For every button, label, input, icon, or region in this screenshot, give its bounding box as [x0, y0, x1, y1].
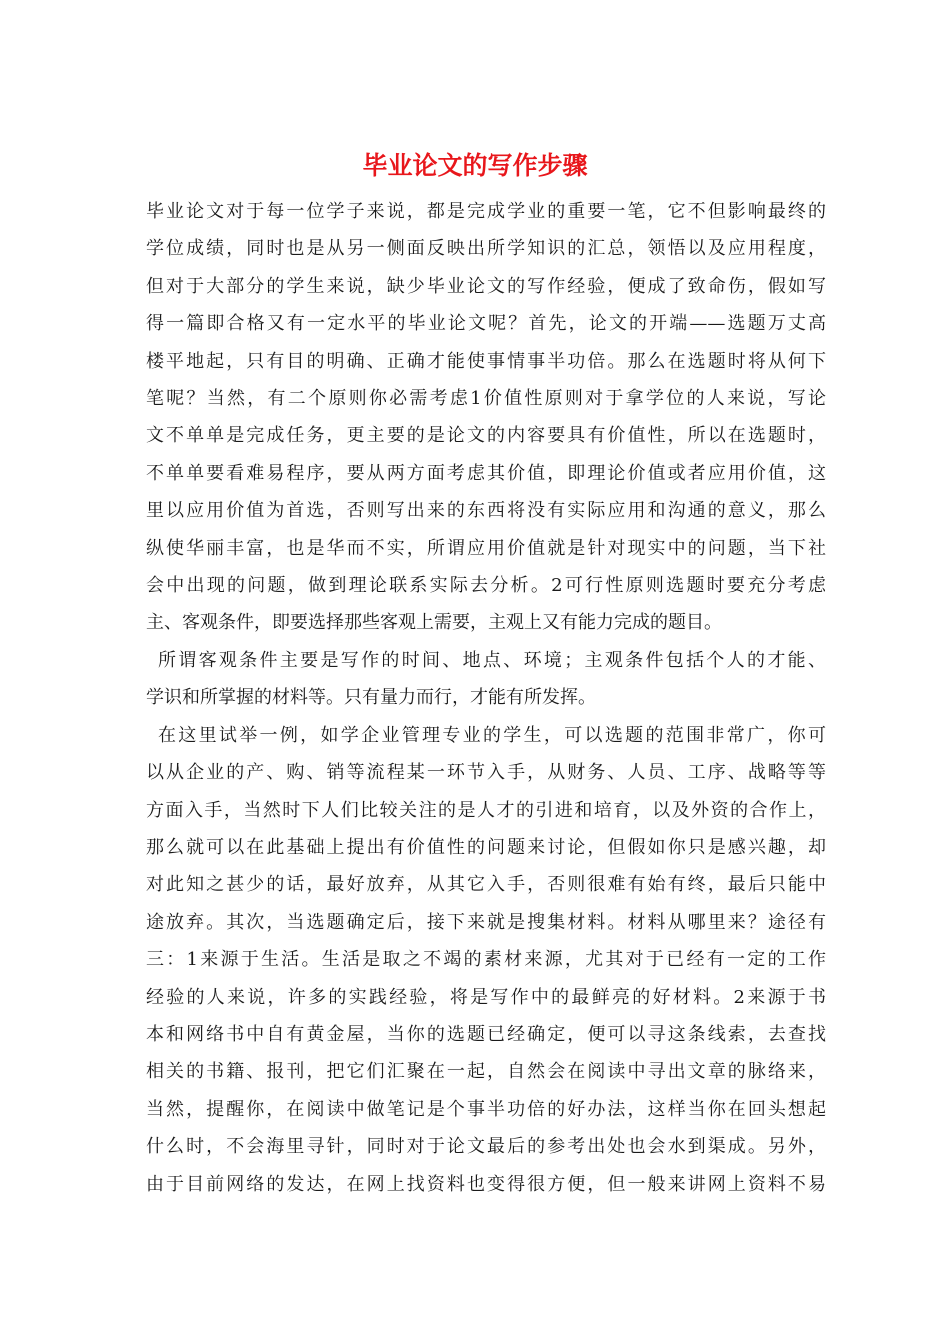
text-line: 里以应用价值为首选，否则写出来的东西将没有实际应用和沟通的意义，那么 [146, 500, 826, 522]
text-line: 途放弃。其次，当选题确定后，接下来就是搜集材料。材料从哪里来？途径有 [146, 911, 826, 933]
text-line: 三：1来源于生活。生活是取之不竭的素材来源，尤其对于已经有一定的工作 [146, 949, 826, 971]
text-line: 主、客观条件，即要选择那些客观上需要，主观上又有能力完成的题目。 [146, 612, 722, 634]
page-title: 毕业论文的写作步骤 [362, 151, 588, 180]
text-line: 当然，提醒你，在阅读中做笔记是个事半功倍的好办法，这样当你在回头想起 [146, 1098, 826, 1120]
text-line: 对此知之甚少的话，最好放弃，从其它入手，否则很难有始有终，最后只能中 [146, 874, 826, 896]
text-line: 纵使华丽丰富，也是华而不实，所谓应用价值就是针对现实中的问题，当下社 [146, 537, 826, 559]
text-line: 得一篇即合格又有一定水平的毕业论文呢？首先，论文的开端——选题万丈高 [146, 313, 826, 335]
document-body [146, 193, 826, 1203]
text-line: 以从企业的产、购、销等流程某一环节入手，从财务、人员、工序、战略等等 [146, 762, 826, 784]
text-line: 笔呢？当然，有二个原则你必需考虑1价值性原则对于拿学位的人来说，写论 [146, 388, 826, 410]
paragraph-1 [146, 193, 826, 642]
text-line: 那么就可以在此基础上提出有价值性的问题来讨论，但假如你只是感兴趣，却 [146, 836, 826, 858]
text-line: 相关的书籍、报刊，把它们汇聚在一起，自然会在阅读中寻出文章的脉络来， [146, 1061, 826, 1083]
text-line: 什么时，不会海里寻针，同时对于论文最后的参考出处也会水到渠成。另外， [146, 1136, 826, 1158]
text-line: 毕业论文对于每一位学子来说，都是完成学业的重要一笔，它不但影响最终的 [146, 201, 826, 222]
text-line: 不单单要看难易程序，要从两方面考虑其价值，即理论价值或者应用价值，这 [146, 462, 826, 484]
text-line: 所谓客观条件主要是写作的时间、地点、环境；主观条件包括个人的才能、 [158, 649, 826, 671]
paragraph-2 [146, 642, 826, 717]
text-line: 经验的人来说，许多的实践经验，将是写作中的最鲜亮的好材料。2来源于书 [146, 986, 826, 1008]
text-line: 文不单单是完成任务，更主要的是论文的内容要具有价值性，所以在选题时， [146, 425, 826, 447]
text-line: 会中出现的问题，做到理论联系实际去分析。2可行性原则选题时要充分考虑 [146, 575, 826, 597]
text-line: 本和网络书中自有黄金屋，当你的选题已经确定，便可以寻这条线索，去查找 [146, 1023, 826, 1045]
text-line: 但对于大部分的学生来说，缺少毕业论文的写作经验，便成了致命伤，假如写 [146, 275, 826, 297]
text-line: 在这里试举一例，如学企业管理专业的学生，可以选题的范围非常广，你可 [158, 724, 826, 746]
text-line: 学识和所掌握的材料等。只有量力而行，才能有所发挥。 [146, 687, 596, 709]
text-line: 由于目前网络的发达，在网上找资料也变得很方便，但一般来讲网上资料不易 [146, 1173, 826, 1195]
text-line: 学位成绩，同时也是从另一侧面反映出所学知识的汇总，领悟以及应用程度， [146, 238, 826, 260]
text-line: 楼平地起，只有目的明确、正确才能使事情事半功倍。那么在选题时将从何下 [146, 350, 826, 372]
text-line: 方面入手，当然时下人们比较关注的是人才的引进和培育，以及外资的合作上， [146, 799, 826, 821]
paragraph-3 [146, 717, 826, 1203]
